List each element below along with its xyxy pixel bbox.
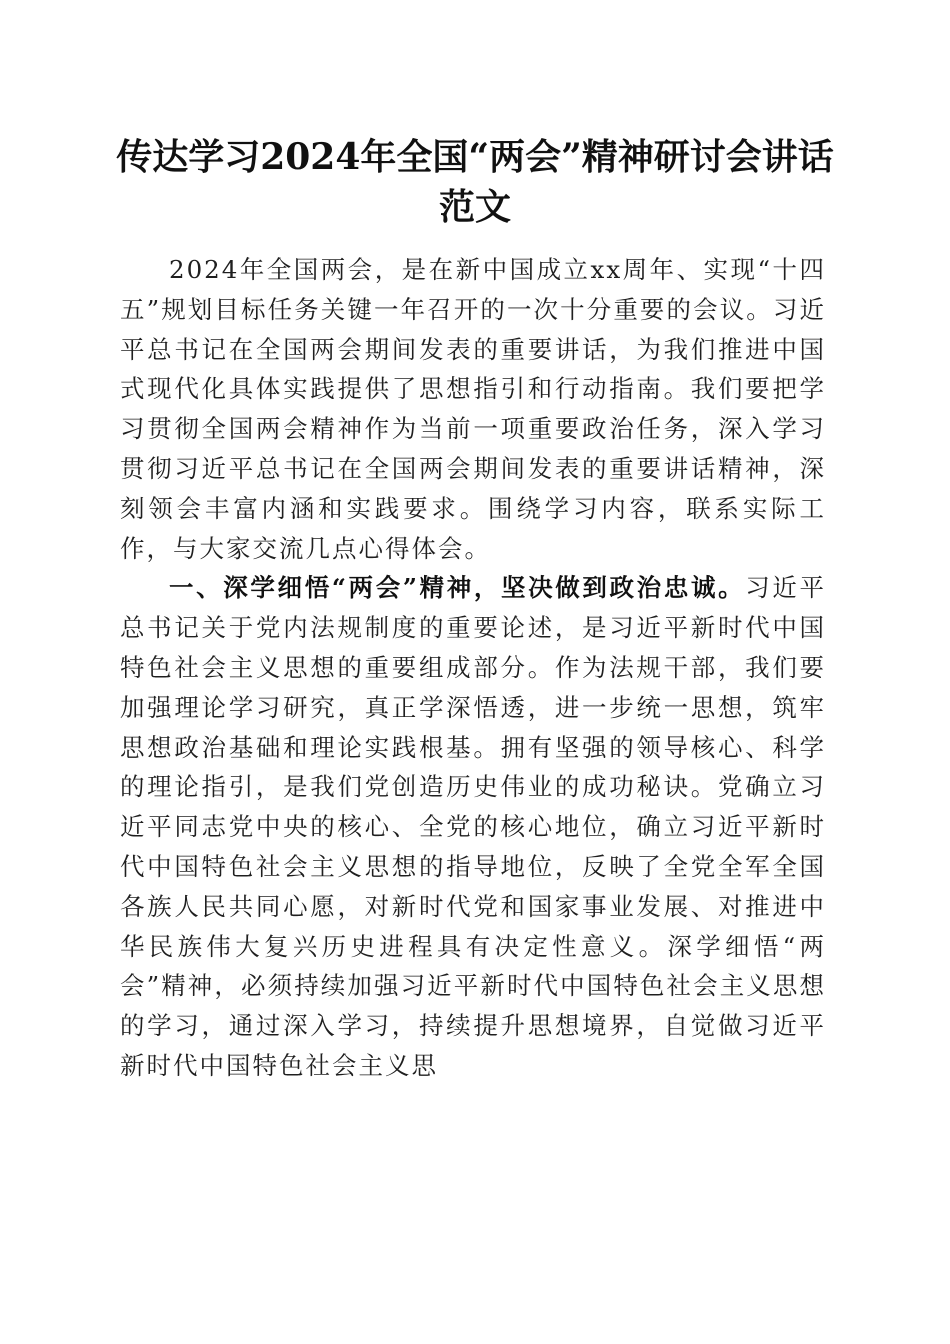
document-title: 传达学习2024年全国“两会”精神研讨会讲话范文 bbox=[116, 136, 834, 228]
document-body bbox=[120, 250, 826, 1086]
paragraph-text: 2024年全国两会，是在新中国成立xx周年、实现“十四五”规划目标任务关键一年召开的一次十分重要的会议。习近平总书记在全国两会期间发表的重要讲话，为我们推进中国式现代化具体实践提供了思想指引和行动指南。我们要把学习贯彻全国两会精神作为当前一项重要政治任务，深入学习贯彻习近平总书记在全国两会期间发表的重要讲话精神，深刻领会丰富内涵和实践要求。围绕学习内容，联系实际工作，与大家交流几点心得体会。 bbox=[120, 255, 826, 563]
paragraph-intro bbox=[120, 250, 826, 568]
paragraph-text: 习近平总书记关于党内法规制度的重要论述，是习近平新时代中国特色社会主义思想的重要组成部分。作为法规干部，我们要加强理论学习研究，真正学深悟透，进一步统一思想，筑牢思想政治基础和理论实践根基。拥有坚强的领导核心、科学的理论指引，是我们党创造历史伟业的成功秘诀。党确立习近平同志党中央的核心、全党的核心地位，确立习近平新时代中国特色社会主义思想的指导地位，反映了全党全军全国各族人民共同心愿，对新时代党和国家事业发展、对推进中华民族伟大复兴历史进程具有决定性意义。深学细悟“两会”精神，必须持续加强习近平新时代中国特色社会主义思想的学习，通过深入学习，持续提升思想境界，自觉做习近平新时代中国特色社会主义思 bbox=[120, 573, 826, 1080]
paragraph-section-one bbox=[120, 568, 826, 1085]
section-heading: 一、深学细悟“两会”精神，坚决做到政治忠诚。 bbox=[169, 573, 746, 603]
